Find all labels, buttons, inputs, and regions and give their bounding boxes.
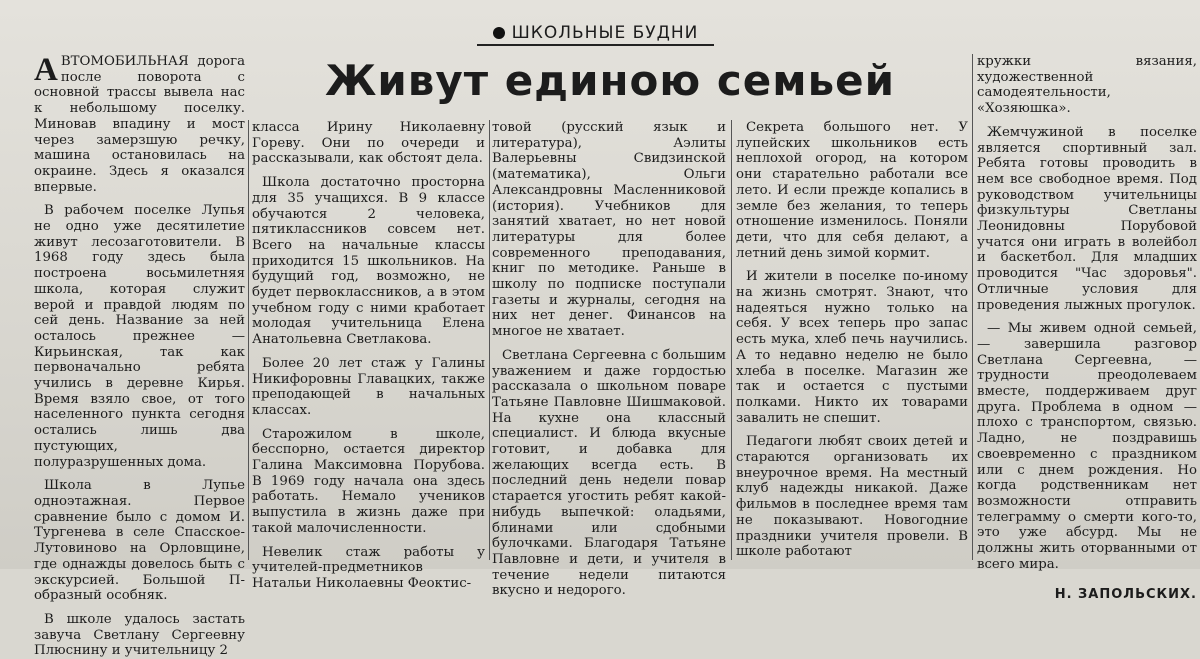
paragraph: класса Ирину Николаевну Гореву. Они по очереди и рассказывали, как обстоят дела.	[252, 120, 485, 167]
column-divider	[248, 120, 249, 560]
column-divider	[731, 120, 732, 560]
paragraph: товой (русский язык и литература), Аэлиты Валерьевны Свидзинской (математика), Ольги Александровны Масленниковой (история). Учебников для занятий хватает, но нет новой литературы для более современного преподавания, книг по методике. Раньше в школу по подписке поступали газеты и журналы, сегодня на них нет денег. Финансов на многое не хватает.	[492, 120, 726, 340]
article-headline: Живут единою семьей	[324, 56, 896, 105]
article-column-5	[977, 54, 1197, 602]
paragraph: В школе удалось застать завуча Светлану Сергеевну Плюснину и учительницу 2	[34, 611, 245, 659]
paragraph: Жемчужиной в поселке является спортивный зал. Ребята готовы проводить в нем все свободное время. Под руководством учительницы физкультуры Светланы Леонидовны Порубовой учатся они играть в волейбол и баскетбол. Для младших проводится "Час здоровья". Отличные условия для проведения лыжных прогулок.	[977, 124, 1197, 313]
column-divider	[972, 54, 973, 560]
article-column-1	[34, 54, 245, 659]
bullet-icon	[493, 27, 505, 39]
rubric-label: ШКОЛЬНЫЕ БУДНИ	[511, 23, 699, 43]
column-divider	[489, 120, 490, 560]
paragraph: И жители в поселке по-иному на жизнь смотрят. Знают, что надеяться нужно только на себя. У всех теперь про запас есть мука, хлеб печь научились. А то недавно неделю не было хлеба в поселке. Магазин же так и остается с пустыми полками. Никто их товарами завалить не спешит.	[736, 269, 968, 426]
paragraph: ВТОМОБИЛЬНАЯ дорога после поворота с основной трассы вывела нас к небольшому поселку. Миновав впадину и мост через замерзшую речку, машина остановилась на окраине. Здесь я оказался впервые.	[34, 54, 245, 195]
article-column-4	[736, 120, 968, 560]
paragraph: Секрета большого нет. У лупейских школьников есть неплохой огород, на котором они старательно работали все лето. И если прежде копались в земле без желания, то теперь отношение изменилось. Поняли дети, что для себя делают, а летний день зимой кормит.	[736, 120, 968, 261]
paragraph: кружки вязания, художественной самодеятельности, «Хозяюшка».	[977, 54, 1197, 117]
paragraph: Невелик стаж работы у учителей-предметников Натальи Николаевны Феоктис-	[252, 544, 485, 591]
drop-cap: А	[34, 52, 58, 88]
article-column-3	[492, 120, 726, 599]
paragraph: В рабочем поселке Лупья не одно уже десятилетие живут лесозаготовители. В 1968 году здесь была построена восьмилетняя школа, которая служит верой и правдой людям по сей день. Название за ней осталось прежнее — Кирьинская, так как первоначально ребята учились в деревне Кирья. Время взяло свое, от того населенного пункта сегодня остались лишь два пустующих, полуразрушенных дома.	[34, 203, 245, 470]
paragraph: Педагоги любят своих детей и стараются организовать их внеурочное время. На местный клуб надежды никакой. Даже фильмов в последнее время там не показывают. Новогодние праздники учителя провели. В школе работают	[736, 434, 968, 560]
article-column-2	[252, 120, 485, 592]
paragraph: Более 20 лет стаж у Галины Никифоровны Главацких, также преподающей в начальных классах.	[252, 355, 485, 418]
paragraph: Школа в Лупье одноэтажная. Первое сравнение было с домом И. Тургенева в селе Спасское-Лутовиново на Орловщине, где однажды довелось быть с экскурсией. Большой П-образный особняк.	[34, 478, 245, 604]
paragraph: Светлана Сергеевна с большим уважением и даже гордостью рассказала о школьном поваре Татьяне Павловне Шишмаковой. На кухне она классный специалист. И блюда вкусные готовит, и добавка для желающих всегда есть. В последний день недели повар старается угостить ребят какой-нибудь выпечкой: оладьями, блинами или сдобными булочками. Благодаря Татьяне Павловне и дети, и учителя в течение недели питаются вкусно и недорого.	[492, 347, 726, 599]
paragraph: Школа достаточно просторна для 35 учащихся. В 9 классе обучаются 2 человека, пятиклассников совсем нет. Всего на начальные классы приходится 15 школьников. На будущий год, возможно, не будет первоклассников, а в этом учебном году с ними кработает молодая учительница Елена Анатольевна Светлакова.	[252, 175, 485, 348]
section-rubric	[477, 22, 714, 46]
paragraph: Старожилом в школе, бесспорно, остается директор Галина Максимовна Порубова. В 1969 году начала она здесь работать. Немало учеников выпустила в жизнь даже при такой малочисленности.	[252, 426, 485, 536]
paragraph: — Мы живем одной семьей, — завершила разговор Светлана Сергеевна, — трудности преодолеваем вместе, поддерживаем друг друга. Проблема в одном — плохо с транспортом, связью. Ладно, не поздравишь своевременно с праздником или с днем рождения. Но когда родственникам нет возможности отправить телеграмму о смерти кого-то, это уже абсурд. Мы не должны жить оторванными от всего мира.	[977, 321, 1197, 572]
author-signature: Н. ЗАПОЛЬСКИХ.	[1054, 586, 1197, 602]
